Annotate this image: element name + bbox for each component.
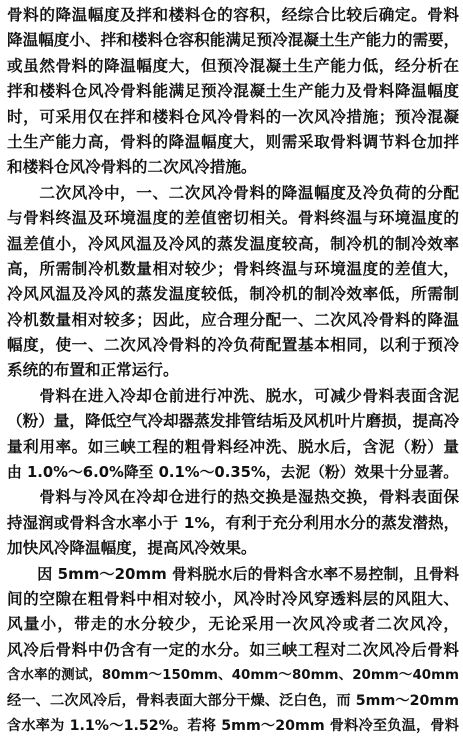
text-line: 和楼料仓风冷骨料的二次风冷措施。 (7, 158, 257, 177)
text-line: 幅度，使一、二次风冷骨料的冷负荷配置基本相同，以利于预冷 (7, 336, 459, 355)
paragraph-2 (7, 181, 459, 384)
text-line: 经一、二次风冷后，骨料表面大部分干燥、泛白色，而 5mm～20mm (7, 692, 459, 709)
text-line: 温差值小，冷风风温及冷风的蒸发温度较高，制冷机的制冷效率 (7, 234, 459, 253)
text-line: 或虽然骨料的降温幅度大，但预冷混凝土生产能力低，经分析在 (7, 56, 459, 75)
paragraph-4 (7, 485, 459, 561)
text-line: 含水率为 1.1%～1.52%。若将 5mm～20mm 骨料冷至负温，骨料 (7, 717, 459, 734)
text-line: 冷风风温及冷风的蒸发温度较低，制冷机的制冷效率低，所需制 (7, 285, 459, 304)
text-line: 加快风冷降温幅度，提高风冷效果。 (7, 539, 257, 558)
text-line: 量利用率。如三峡工程的粗骨料经冲洗、脱水后，含泥（粉）量 (7, 437, 459, 456)
text-line: 二次风冷中，一、二次风冷骨料的降温幅度及冷负荷的分配 (7, 183, 459, 202)
text-line: 系统的布置和正常运行。 (7, 361, 179, 380)
text-line: 含水率的测试，80mm～150mm、40mm～80mm、20mm～40mm (7, 668, 459, 684)
text-line: 高，所需制冷机数量相对较少；骨料终温与环境温度的差值大， (7, 259, 459, 278)
paragraph-5 (7, 562, 459, 739)
text-line: 拌和楼料仓风冷骨料能满足预冷混凝土生产能力及骨料降温幅度 (7, 82, 459, 101)
document-page (7, 3, 459, 739)
text-line: 土生产能力高，骨料的降温幅度大，则需采取骨料调节料仓加拌 (7, 132, 459, 151)
text-line: （粉）量，降低空气冷却器蒸发排管结垢及风机叶片磨损，提高冷 (7, 412, 459, 431)
text-line: 骨料的降温幅度及拌和楼料仓的容积，经综合比较后确定。骨料 (7, 6, 459, 24)
text-line: 持湿润或骨料含水率小于 1%，有利于充分利用水分的蒸发潜热， (7, 513, 459, 532)
paragraph-3 (7, 384, 459, 486)
text-line: 间的空隙在粗骨料中相对较小，风冷时冷风穿透料层的风阻大、 (7, 589, 459, 608)
text-line: 冷机数量相对较多；因此，应合理分配一、二次风冷骨料的降温 (7, 310, 459, 329)
text-line: 风量小，带走的水分较少，无论采用一次风冷或者二次风冷， (7, 615, 459, 634)
text-line: 骨料与冷风在冷却仓进行的热交换是湿热交换，骨料表面保 (7, 488, 459, 507)
text-line: 时，可采用仅在拌和楼料仓风冷骨料的一次风冷措施；预冷混凝 (7, 107, 459, 126)
text-line: 由 1.0%～6.0%降至 0.1%～0.35%，去泥（粉）效果十分显著。 (7, 464, 459, 482)
text-line: 风冷后骨料中仍含有一定的水分。如三峡工程对二次风冷后骨料 (7, 640, 459, 659)
text-line: 降温幅度小、拌和楼料仓容积能满足预冷混凝土生产能力的需要， (7, 31, 459, 50)
paragraph-1 (7, 3, 459, 181)
text-line: 骨料在进入冷却仓前进行冲洗、脱水，可减少骨料表面含泥 (7, 386, 459, 405)
text-line: 因 5mm～20mm 骨料脱水后的骨料含水率不易控制，且骨料 (7, 564, 459, 583)
text-line: 与骨料终温及环境温度的差值密切相关。骨料终温与环境温度的 (7, 209, 459, 228)
